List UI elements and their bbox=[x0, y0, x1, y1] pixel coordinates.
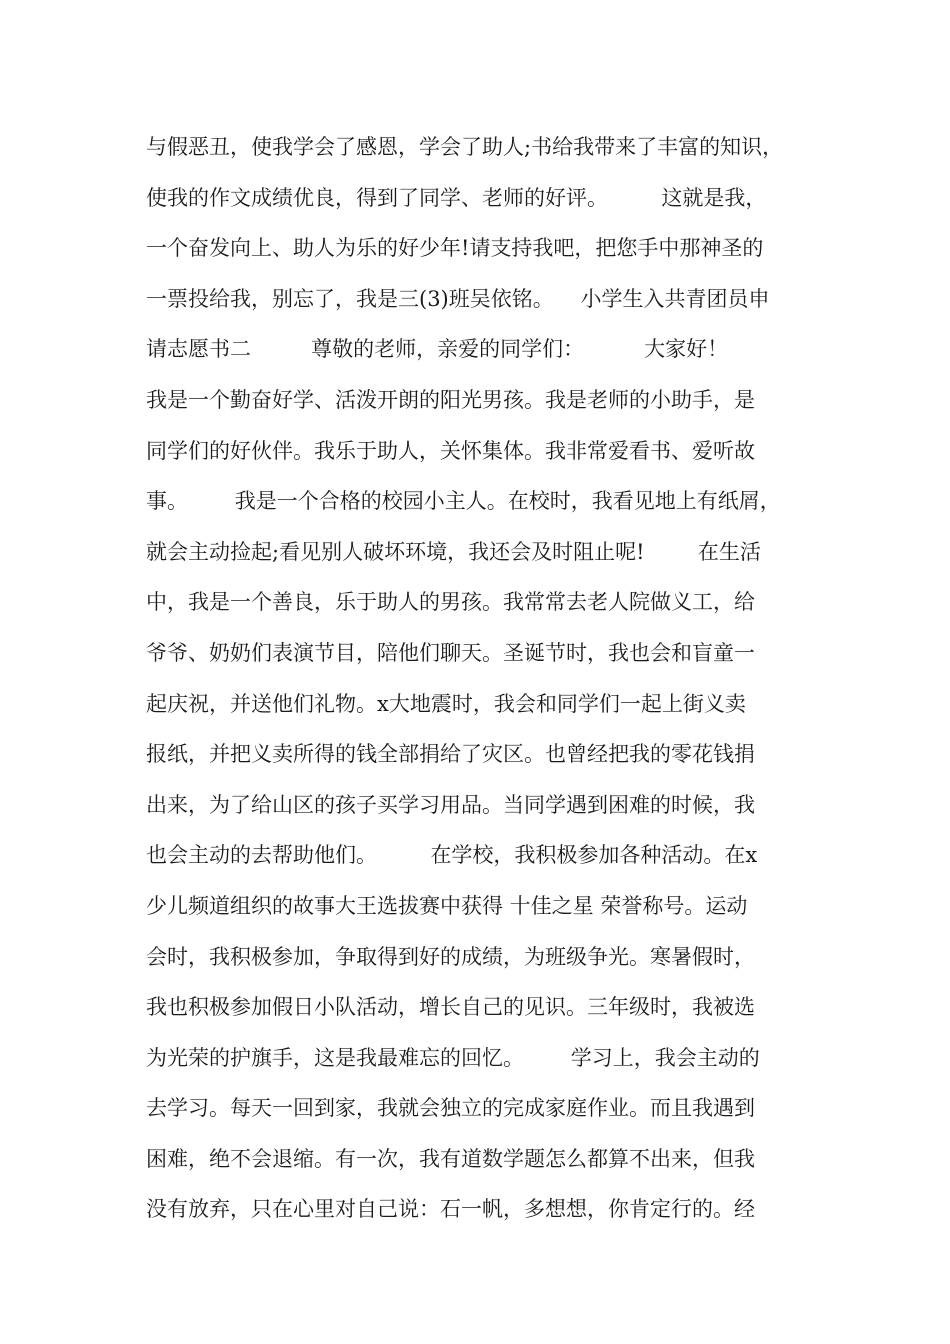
text-line: 同学们的好伙伴。我乐于助人，关怀集体。我非常爱看书、爱听故 bbox=[146, 438, 755, 463]
text-line: 困难，绝不会退缩。有一次，我有道数学题怎么都算不出来，但我 bbox=[146, 1146, 755, 1171]
body-text bbox=[146, 128, 826, 1241]
text-line: 会时，我积极参加，争取得到好的成绩，为班级争光。寒暑假时， bbox=[146, 944, 755, 969]
text-line: 也会主动的去帮助他们。 在学校，我积极参加各种活动。在x bbox=[146, 843, 758, 868]
text-line: 去学习。每天一回到家，我就会独立的完成家庭作业。而且我遇到 bbox=[146, 1096, 755, 1121]
text-line: 出来，为了给山区的孩子买学习用品。当同学遇到困难的时候，我 bbox=[146, 792, 755, 817]
text-line: 爷爷、奶奶们表演节目，陪他们聊天。圣诞节时，我也会和盲童一 bbox=[146, 640, 755, 665]
text-line: 为光荣的护旗手，这是我最难忘的回忆。 学习上，我会主动的 bbox=[146, 1045, 760, 1070]
text-line: 就会主动捡起;看见别人破坏环境，我还会及时阻止呢! 在生活 bbox=[146, 539, 761, 564]
text-line: 少儿频道组织的故事大王选拔赛中获得 十佳之星 荣誉称号。运动 bbox=[146, 893, 748, 918]
text-line: 没有放弃，只在心里对自己说：石一帆，多想想，你肯定行的。经 bbox=[146, 1197, 755, 1222]
text-line: 我也积极参加假日小队活动，增长自己的见识。三年级时，我被选 bbox=[146, 995, 755, 1020]
text-line: 中，我是一个善良，乐于助人的男孩。我常常去老人院做义工，给 bbox=[146, 590, 755, 615]
text-line: 我是一个勤奋好学、活泼开朗的阳光男孩。我是老师的小助手，是 bbox=[146, 387, 755, 412]
text-line: 一个奋发向上、助人为乐的好少年!请支持我吧，把您手中那神圣的 bbox=[146, 236, 764, 261]
text-line: 报纸，并把义卖所得的钱全部捐给了灾区。也曾经把我的零花钱捐 bbox=[146, 742, 755, 767]
text-line: 事。 我是一个合格的校园小主人。在校时，我看见地上有纸屑， bbox=[146, 489, 781, 514]
text-line: 起庆祝，并送他们礼物。x大地震时，我会和同学们一起上街义卖 bbox=[146, 691, 746, 716]
text-line: 使我的作文成绩优良，得到了同学、老师的好评。 这就是我， bbox=[146, 185, 767, 210]
text-line: 请志愿书二 尊敬的老师，亲爱的同学们： 大家好！ bbox=[146, 337, 729, 362]
text-line: 与假恶丑，使我学会了感恩，学会了助人;书给我带来了丰富的知识， bbox=[146, 135, 784, 159]
text-line: 一票投给我，别忘了，我是三(3)班吴依铭。 小学生入共青团员申 bbox=[146, 286, 770, 311]
